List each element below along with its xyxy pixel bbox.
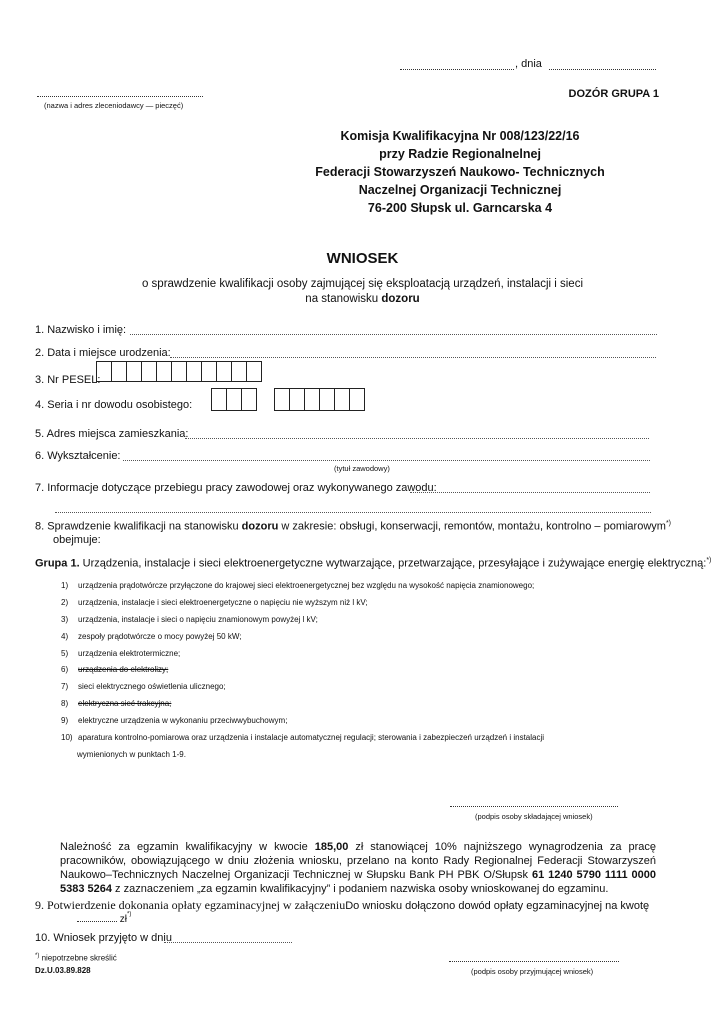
fee-text-2: zł stanowiącej 10% najniższego wynagrodzenia za pracę pracowników, obowiązującego w dniu złożenia wniosku, przelano na konto Rady Regionalnej Federacji Stowarzyszeń Naukowo–Technicznych Naczelnej Organizacji Technicznej w Słupsku Bank PH PBK O/Słupsk <box>60 841 656 881</box>
id-series-box[interactable] <box>241 388 257 411</box>
pesel-box[interactable] <box>96 361 112 382</box>
name-input[interactable] <box>130 334 657 335</box>
group1-heading <box>35 557 711 570</box>
pesel-box[interactable] <box>111 361 127 382</box>
subtitle-prefix: na stanowisku <box>305 293 382 305</box>
item-num: 2) <box>61 598 69 607</box>
sender-caption: (nazwa i adres zleceniodawcy — pieczęć) <box>44 101 184 110</box>
id-number-boxes[interactable] <box>275 388 365 411</box>
field-birth-label: 2. Data i miejsce urodzenia: <box>35 347 171 359</box>
item9-serif-text: 9. Potwierdzenie dokonania opłaty egzaminacyjnej w załączeniu <box>35 898 346 912</box>
list-item <box>61 581 534 590</box>
field-address-label: 5. Adres miejsca zamieszkania: <box>35 428 189 440</box>
id-number-box[interactable] <box>289 388 305 411</box>
education-caption: (tytuł zawodowy) <box>334 464 390 473</box>
applicant-signature-caption: (podpis osoby składającej wniosek) <box>475 812 593 821</box>
item9-currency: zł <box>117 914 127 925</box>
fee-text-3: z zaznaczeniem „za egzamin kwalifikacyjny” i podaniem nazwiska osoby wnioskowanej do egzaminu. <box>112 883 609 895</box>
work-input[interactable] <box>410 492 650 493</box>
id-series-box[interactable] <box>226 388 242 411</box>
item-text: urządzenia prądotwórcze przyłączone do krajowej sieci elektroenergetycznej bez względu na wysokość napięcia znamionowego; <box>78 581 535 590</box>
birth-input[interactable] <box>170 357 656 358</box>
field-pesel-label: 3. Nr PESEL: <box>35 374 101 386</box>
field-work-label: 7. Informacje dotyczące przebiegu pracy zawodowej oraz wykonywanego zawodu: <box>35 482 437 494</box>
fee-text-1: Należność za egzamin kwalifikacyjny w kwocie <box>60 841 315 853</box>
item9-sans-text: Do wniosku dołączono dowód opłaty egzaminacyjnej na kwotę <box>345 900 650 912</box>
id-number-box[interactable] <box>274 388 290 411</box>
fee-amount-input[interactable] <box>77 913 117 922</box>
pesel-box[interactable] <box>156 361 172 382</box>
id-number-box[interactable] <box>334 388 350 411</box>
address-input[interactable] <box>185 438 649 439</box>
id-series-boxes[interactable] <box>212 388 257 411</box>
pesel-box[interactable] <box>141 361 157 382</box>
id-number-box[interactable] <box>319 388 335 411</box>
commission-block <box>300 127 620 217</box>
commission-line-5: 76-200 Słupsk ul. Garncarska 4 <box>367 201 553 215</box>
item-num: 10) <box>61 733 73 742</box>
footnote-sup: *) <box>35 953 40 959</box>
field-education-label: 6. Wykształcenie: <box>35 450 121 462</box>
item-text: aparatura kontrolno-pomiarowa oraz urządzenia i instalacje automatycznej regulacji; sterowania i zabezpieczeń urządzeń i instalacji <box>78 733 545 742</box>
commission-line-4: Naczelnej Organizacji Technicznej <box>358 183 562 197</box>
receiver-signature-line[interactable] <box>449 957 619 962</box>
list-item <box>61 733 544 742</box>
item-num: 8) <box>61 699 69 708</box>
field-id-label: 4. Seria i nr dowodu osobistego: <box>35 399 193 411</box>
receiver-signature-caption: (podpis osoby przyjmującej wniosek) <box>471 967 594 976</box>
received-date-input[interactable] <box>164 942 292 943</box>
fee-account: 61 1240 5790 1111 0000 5383 5264 <box>60 869 656 895</box>
commission-line-1: Komisja Kwalifikacyjna Nr 008/123/22/16 <box>340 129 580 143</box>
item9-sup: *) <box>127 911 132 918</box>
education-input[interactable] <box>123 460 650 461</box>
date-line[interactable] <box>549 61 656 70</box>
legal-code: Dz.U.03.89.828 <box>35 966 91 975</box>
id-number-box[interactable] <box>304 388 320 411</box>
list-item-struck <box>61 665 168 674</box>
item-text: urządzenia elektrotermiczne; <box>78 649 181 658</box>
item-text: sieci elektrycznego oświetlenia ulicznego; <box>78 682 226 691</box>
item-num: 3) <box>61 615 69 624</box>
pesel-box[interactable] <box>126 361 142 382</box>
pesel-box[interactable] <box>216 361 232 382</box>
item-num: 4) <box>61 632 69 641</box>
pesel-box[interactable] <box>171 361 187 382</box>
item-num: 5) <box>61 649 69 658</box>
item-num: 1) <box>61 581 69 590</box>
group-label: DOZÓR GRUPA 1 <box>568 88 659 100</box>
item-text: elektryczna sieć trakcyjna; <box>78 699 172 708</box>
group1-text: Urządzenia, instalacje i sieci elektroenergetyczne wytwarzające, przetwarzające, przesyłające i zużywające energię elektryczną: <box>79 557 707 570</box>
list-item-struck <box>61 699 171 708</box>
fee-amount: 185,00 <box>314 841 349 853</box>
field-name-label: 1. Nazwisko i imię: <box>35 324 127 336</box>
group1-sup: *) <box>706 557 712 564</box>
commission-line-2: przy Radzie Regionalnelnej <box>379 147 541 161</box>
dnia-label: , dnia <box>515 58 542 70</box>
item-text: urządzenia, instalacje i sieci o napięciu znamionowym powyżej l kV; <box>78 615 318 624</box>
pesel-box[interactable] <box>246 361 262 382</box>
list-item <box>61 632 241 641</box>
item-text: zespoły prądotwórcze o mocy powyżej 50 kW; <box>78 632 242 641</box>
commission-line-3: Federacji Stowarzyszeń Naukowo- Technicznych <box>315 165 605 179</box>
list-item <box>61 682 226 691</box>
pesel-box[interactable] <box>231 361 247 382</box>
id-series-box[interactable] <box>211 388 227 411</box>
item10-label: 10. Wniosek przyjęto w dniu <box>35 932 172 944</box>
group1-label: Grupa 1. <box>35 557 80 570</box>
place-line[interactable] <box>400 61 514 70</box>
list-item-continuation: wymienionych w punktach 1-9. <box>77 750 186 759</box>
applicant-signature-line[interactable] <box>450 802 618 807</box>
subtitle-bold: dozoru <box>381 293 420 305</box>
list-item <box>61 615 318 624</box>
item-text: urządzenia do elektrolizy; <box>78 665 169 674</box>
item-text: elektryczne urządzenia w wykonaniu przeciwwybuchowym; <box>78 716 288 725</box>
sender-stamp-line[interactable] <box>37 92 203 97</box>
fee-paragraph <box>60 840 656 896</box>
item8-sup: *) <box>665 520 672 527</box>
document-subtitle-1: o sprawdzenie kwalifikacji osoby zajmującej się eksploatacją urządzeń, instalacji i sieci <box>141 278 584 290</box>
pesel-box[interactable] <box>186 361 202 382</box>
list-item <box>61 598 368 607</box>
item-text: urządzenia, instalacje i sieci elektroenergetyczne o napięciu nie wyższym niż l kV; <box>78 598 368 607</box>
item8-line-2: obejmuje: <box>53 534 101 546</box>
item8-bold: dozoru <box>241 520 279 533</box>
list-item <box>61 716 287 725</box>
pesel-boxes[interactable] <box>97 361 262 382</box>
item8-line-1 <box>35 520 671 533</box>
id-number-box[interactable] <box>349 388 365 411</box>
item9-line-2 <box>77 909 131 927</box>
item-num: 6) <box>61 665 69 674</box>
item8-prefix: 8. Sprawdzenie kwalifikacji na stanowisku <box>35 520 242 533</box>
footnote-text: niepotrzebne skreślić <box>39 953 117 963</box>
work-input-line-2[interactable] <box>55 512 651 513</box>
list-item <box>61 649 180 658</box>
document-title: WNIOSEK <box>326 250 399 267</box>
footnote <box>35 953 117 963</box>
item8-suffix: w zakresie: obsługi, konserwacji, remontów, montażu, kontrolno – pomiarowym <box>278 520 666 533</box>
document-subtitle-2 <box>0 293 725 305</box>
item-num: 9) <box>61 716 69 725</box>
item-num: 7) <box>61 682 69 691</box>
pesel-box[interactable] <box>201 361 217 382</box>
